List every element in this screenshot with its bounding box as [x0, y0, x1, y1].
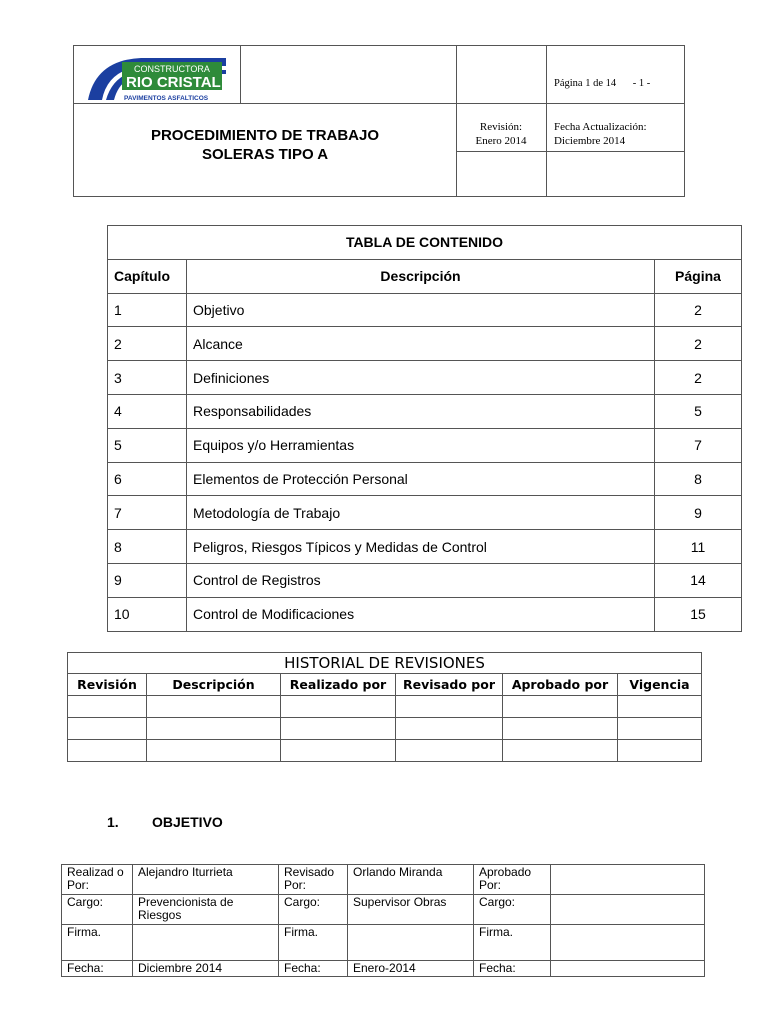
toc-row: 8 Peligros, Riesgos Típicos y Medidas de Control 11: [108, 530, 742, 564]
svg-text:PAVIMENTOS ASFALTICOS: PAVIMENTOS ASFALTICOS: [124, 95, 209, 102]
revision-history-title: HISTORIAL DE REVISIONES: [68, 653, 702, 674]
toc-row: 5 Equipos y/o Herramientas 7: [108, 428, 742, 462]
toc-row: 1 Objetivo 2: [108, 293, 742, 327]
toc-row: 9 Control de Registros 14: [108, 563, 742, 597]
toc-row: 7 Metodología de Trabajo 9: [108, 496, 742, 530]
table-row: [68, 696, 702, 718]
company-logo: [86, 52, 226, 102]
toc-row: 2 Alcance 2: [108, 327, 742, 361]
section-title: OBJETIVO: [152, 814, 223, 830]
table-row: [68, 718, 702, 740]
toc-title: TABLA DE CONTENIDO: [108, 226, 742, 260]
table-of-contents: [107, 225, 742, 632]
toc-row: 6 Elementos de Protección Personal 8: [108, 462, 742, 496]
toc-row: 10 Control de Modificaciones 15: [108, 597, 742, 631]
document-title: PROCEDIMIENTO DE TRABAJO SOLERAS TIPO A: [150, 127, 380, 163]
hist-header-reviewed-by: Revisado por: [396, 674, 503, 696]
section-number: 1.: [107, 814, 119, 830]
hist-header-done-by: Realizado por: [281, 674, 396, 696]
signature-table: Realizad o Por: Alejandro Iturrieta Revisado Por: Orlando Miranda Aprobado Por: Cargo: Prevencionista de Riesgos Cargo: Supervisor Obras Cargo: Firma. Firma. Firma. Fecha: Diciembre 2014 Fecha: Enero-2014 Fecha:: [61, 864, 705, 977]
svg-text:RIO CRISTAL: RIO CRISTAL: [126, 74, 221, 91]
section-heading: [107, 814, 223, 830]
toc-header-chapter: Capítulo: [108, 259, 187, 293]
table-row: [68, 740, 702, 762]
toc-header-page: Página: [655, 259, 742, 293]
document-header: [73, 45, 685, 197]
svg-text:CONSTRUCTORA: CONSTRUCTORA: [134, 64, 210, 74]
toc-row: 3 Definiciones 2: [108, 361, 742, 395]
toc-header-description: Descripción: [187, 259, 655, 293]
hist-header-revision: Revisión: [68, 674, 147, 696]
revision-history-table: [67, 652, 702, 762]
hist-header-validity: Vigencia: [618, 674, 702, 696]
update-info: Fecha Actualización: Diciembre 2014: [554, 121, 647, 147]
revision-info: Revisión: Enero 2014: [475, 121, 527, 147]
page-number: - 1 -: [632, 78, 651, 89]
hist-header-description: Descripción: [147, 674, 281, 696]
page-label: Página 1 de 14: [554, 78, 617, 89]
hist-header-approved-by: Aprobado por: [503, 674, 618, 696]
toc-row: 4 Responsabilidades 5: [108, 394, 742, 428]
